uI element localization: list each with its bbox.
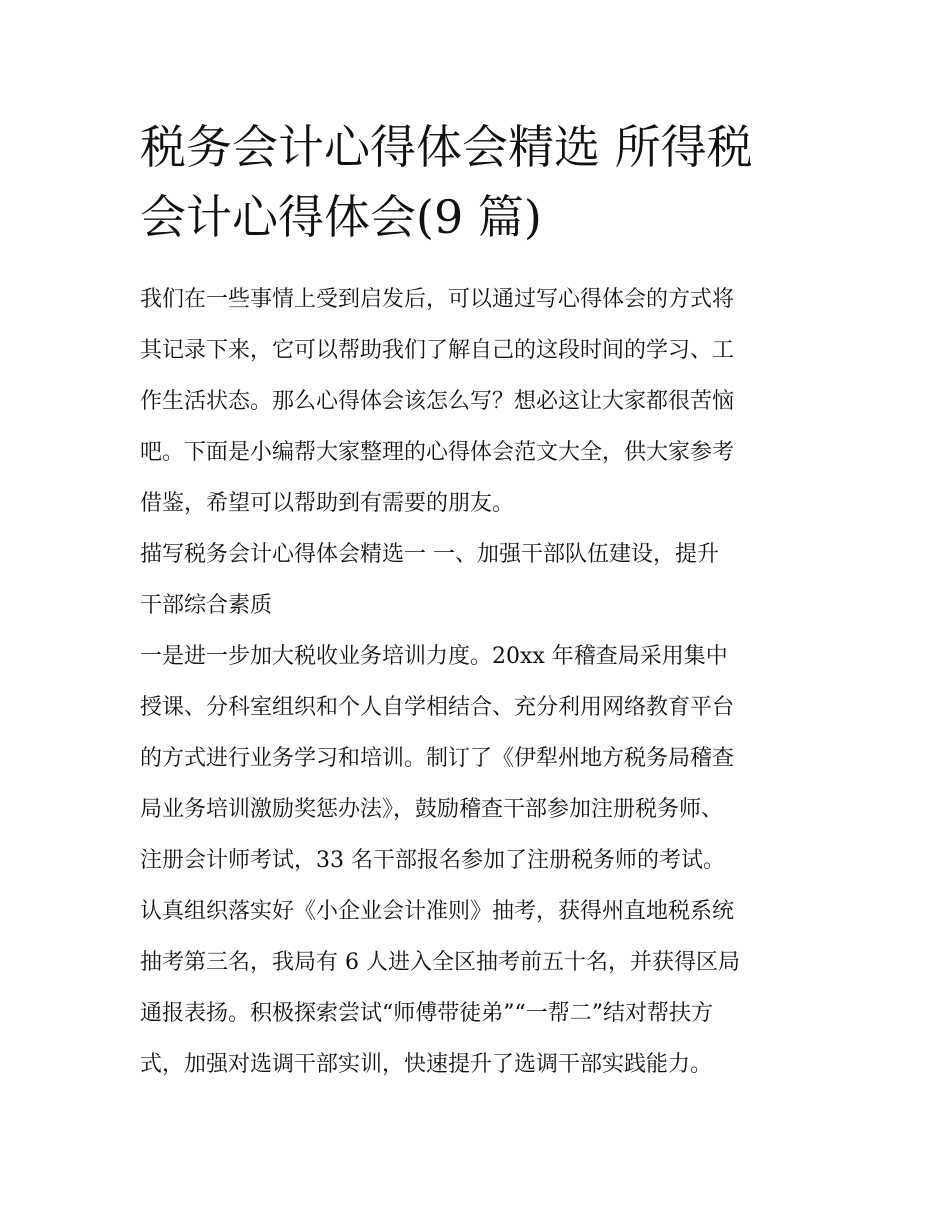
text-line: 其记录下来，它可以帮助我们了解自己的这段时间的学习、工 xyxy=(140,338,735,363)
text-line: 描写税务会计心得体会精选一 一、加强干部队伍建设，提升 xyxy=(140,542,719,567)
text-line: 局业务培训激励奖惩办法》，鼓励稽查干部参加注册税务师、 xyxy=(140,797,724,822)
text-line: 我们在一些事情上受到启发后，可以通过写心得体会的方式将 xyxy=(140,287,735,312)
text-line: 通报表扬。积极探索尝试“师傅带徒弟”“一帮二”结对帮扶方 xyxy=(140,1001,713,1026)
text-line: 式，加强对选调干部实训，快速提升了选调干部实践能力。 xyxy=(140,1052,713,1077)
title-line: 税务会计心得体会精选 所得税 xyxy=(140,120,753,174)
text-line: 一是进一步加大税收业务培训力度。20xx 年稽查局采用集中 xyxy=(140,644,728,669)
text-line: 授课、分科室组织和个人自学相结合、充分利用网络教育平台 xyxy=(140,695,735,720)
document-page xyxy=(140,112,820,1090)
text-line: 注册会计师考试，33 名干部报名参加了注册税务师的考试。 xyxy=(140,848,725,873)
title-line: 会计心得体会(9 篇) xyxy=(140,190,542,244)
text-line: 的方式进行业务学习和培训。制订了《伊犁州地方税务局稽查 xyxy=(140,746,735,771)
document-title xyxy=(140,112,820,252)
text-line: 吧。下面是小编帮大家整理的心得体会范文大全，供大家参考 xyxy=(140,440,735,465)
text-line: 抽考第三名，我局有 6 人进入全区抽考前五十名，并获得区局 xyxy=(140,950,740,975)
text-line: 干部综合素质 xyxy=(140,593,273,618)
text-line: 认真组织落实好《小企业会计准则》抽考，获得州直地税系统 xyxy=(140,899,735,924)
text-line: 借鉴，希望可以帮助到有需要的朋友。 xyxy=(140,491,515,516)
body-paragraph xyxy=(140,631,820,1090)
text-line: 作生活状态。那么心得体会该怎么写？想必这让大家都很苦恼 xyxy=(140,389,735,414)
intro-paragraph xyxy=(140,274,820,529)
section-heading xyxy=(140,529,820,631)
